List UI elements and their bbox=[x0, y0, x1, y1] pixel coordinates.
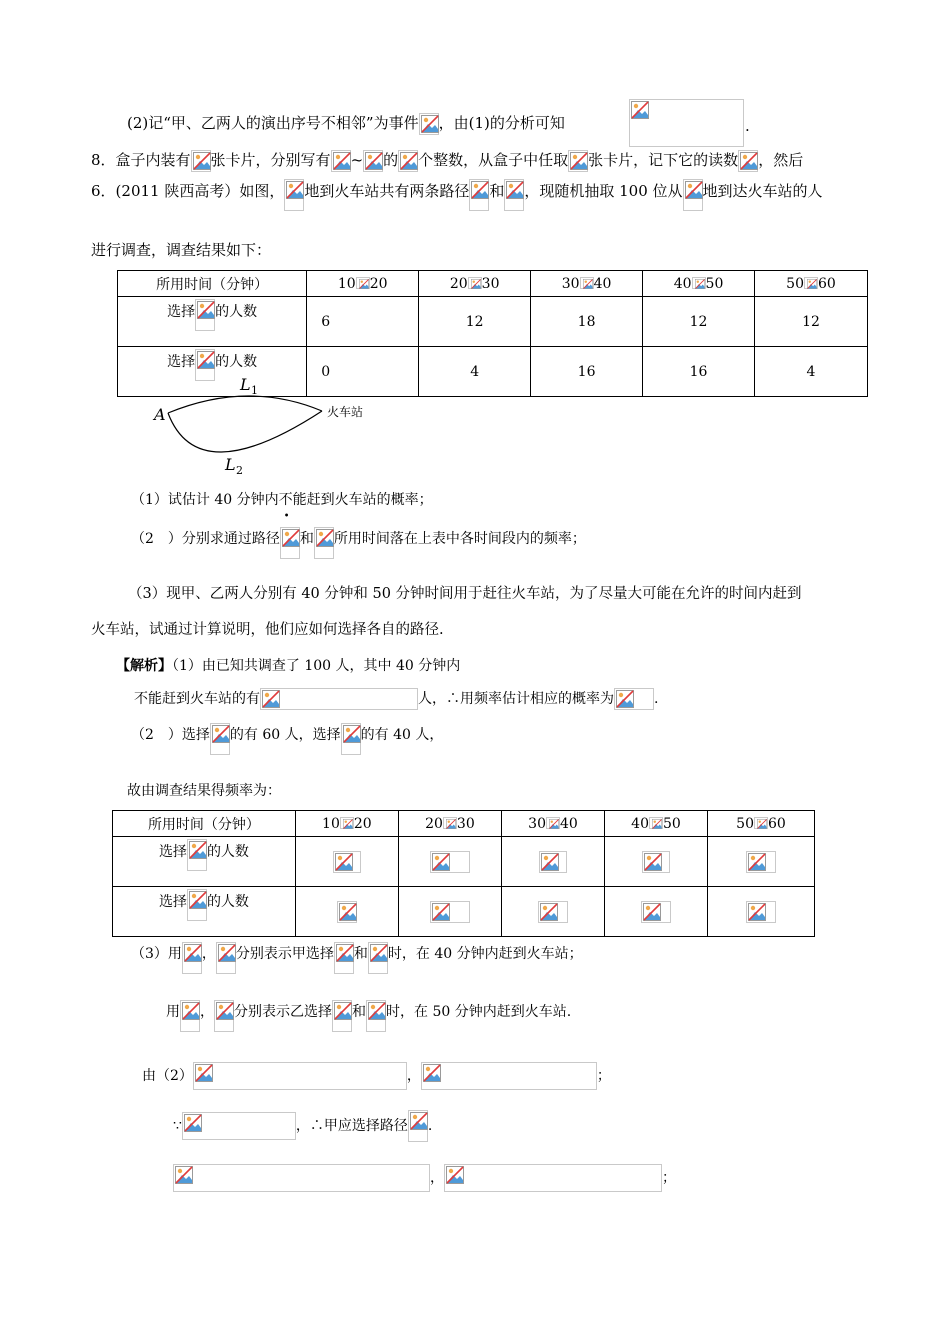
broken-image-icon bbox=[692, 277, 706, 289]
solution-p3-line1: （3）用 ， 分别表示甲选择 和 时，在 40 分钟内赶到火车站； bbox=[131, 944, 583, 974]
table-cell: 12 bbox=[419, 297, 531, 347]
line-p4: 进行调查，调查结果如下： bbox=[91, 241, 272, 259]
solution-p3-line4: ∵ ，∴甲应选择路径 . bbox=[173, 1112, 432, 1142]
l2-subscript: 2 bbox=[236, 464, 243, 477]
row-label: 选择 的人数 bbox=[118, 347, 307, 397]
broken-image-icon bbox=[538, 901, 568, 923]
solution-p3-line3: 由（2） ， ； bbox=[142, 1062, 611, 1090]
question-3-line1: （3）现甲、乙两人分别有 40 分钟和 50 分钟时间用于赶往火车站，为了尽量大可能在允许的时间内赶到 bbox=[128, 586, 802, 602]
broken-image-icon bbox=[340, 817, 354, 829]
broken-image-icon bbox=[332, 1000, 352, 1032]
broken-image-icon bbox=[649, 817, 663, 829]
header-cell: 20 30 bbox=[398, 811, 501, 837]
station-label: 火车站 bbox=[327, 405, 364, 419]
broken-image-icon bbox=[210, 723, 230, 755]
broken-image-icon bbox=[356, 277, 370, 289]
line-p1: (2)记“甲、乙两人的演出序号不相邻”为事件 ，由(1)的分析可知 bbox=[127, 113, 565, 135]
broken-image-icon bbox=[366, 1000, 386, 1032]
broken-image-icon bbox=[504, 179, 524, 211]
table-cell bbox=[398, 837, 501, 887]
broken-image-icon bbox=[284, 179, 304, 211]
route-l2 bbox=[168, 411, 322, 452]
route-l1 bbox=[168, 396, 322, 413]
broken-image-icon bbox=[421, 1062, 597, 1090]
table-cell bbox=[295, 837, 398, 887]
broken-image-icon bbox=[193, 1062, 407, 1090]
broken-image-icon bbox=[539, 851, 567, 873]
frequency-table bbox=[112, 810, 815, 937]
table-cell bbox=[502, 887, 605, 937]
broken-image-icon bbox=[408, 1110, 428, 1142]
solution-p3-line5: ， ； bbox=[173, 1164, 676, 1192]
table-cell bbox=[605, 887, 708, 937]
l2-label: L bbox=[225, 455, 236, 474]
broken-image-icon bbox=[180, 1000, 200, 1032]
table-cell: 4 bbox=[419, 347, 531, 397]
table-cell: 6 bbox=[307, 297, 419, 347]
broken-image-icon bbox=[629, 99, 744, 147]
table-cell: 18 bbox=[531, 297, 643, 347]
solution-line2: 不能赶到火车站的有 人，∴用频率估计相应的概率为 . bbox=[134, 688, 658, 710]
line-p2: 8．盒子内装有 张卡片，分别写有 ~ 的 个整数，从盒子中任取 张卡片，记下它的读数 ，然后 bbox=[91, 150, 803, 172]
broken-image-icon bbox=[642, 851, 670, 873]
broken-image-icon bbox=[334, 942, 354, 974]
header-time: 所用时间（分钟） bbox=[113, 811, 296, 837]
broken-image-icon bbox=[443, 817, 457, 829]
broken-image-icon bbox=[191, 150, 211, 172]
table-cell bbox=[708, 837, 815, 887]
table-row bbox=[113, 887, 815, 937]
broken-image-icon bbox=[738, 150, 758, 172]
header-time: 所用时间（分钟） bbox=[118, 271, 307, 297]
line-p3: 6．(2011 陕西高考）如图， 地到火车站共有两条路径 和 ，现随机抽取 100 位从 地到达火车站的人 bbox=[91, 181, 823, 211]
header-cell: 10 20 bbox=[307, 271, 419, 297]
broken-image-icon bbox=[546, 817, 560, 829]
header-cell: 40 50 bbox=[605, 811, 708, 837]
question-1: （1）试估计 40 分钟内不 • 能赶到火车站的概率； bbox=[131, 492, 433, 522]
broken-image-icon bbox=[363, 150, 383, 172]
broken-image-icon bbox=[683, 179, 703, 211]
table-cell: 4 bbox=[755, 347, 868, 397]
table-cell: 16 bbox=[531, 347, 643, 397]
l1-label: L bbox=[240, 375, 251, 394]
table-row bbox=[118, 297, 868, 347]
table-header-row bbox=[113, 811, 815, 837]
row-label: 选择 的人数 bbox=[113, 837, 296, 887]
broken-image-icon bbox=[214, 1000, 234, 1032]
question-3-line2: 火车站，试通过计算说明，他们应如何选择各自的路径. bbox=[91, 622, 444, 638]
row-label: 选择 的人数 bbox=[113, 887, 296, 937]
broken-image-icon bbox=[641, 901, 671, 923]
route-diagram bbox=[150, 372, 390, 482]
broken-image-icon bbox=[746, 851, 776, 873]
header-cell: 40 50 bbox=[643, 271, 755, 297]
broken-image-icon bbox=[468, 277, 482, 289]
point-a-label: A bbox=[154, 405, 166, 424]
broken-image-icon bbox=[368, 942, 388, 974]
broken-image-icon bbox=[341, 723, 361, 755]
broken-image-icon bbox=[314, 527, 334, 559]
table-cell: 12 bbox=[643, 297, 755, 347]
broken-image-icon bbox=[430, 901, 470, 923]
broken-image-icon bbox=[216, 942, 236, 974]
table-cell bbox=[708, 887, 815, 937]
header-cell: 20 30 bbox=[419, 271, 531, 297]
broken-image-icon bbox=[187, 839, 207, 871]
table-cell bbox=[295, 887, 398, 937]
broken-image-icon bbox=[419, 113, 439, 135]
table-cell bbox=[502, 837, 605, 887]
broken-image-icon bbox=[182, 942, 202, 974]
table-cell: 12 bbox=[755, 297, 868, 347]
header-cell: 10 20 bbox=[295, 811, 398, 837]
broken-image-icon bbox=[333, 851, 361, 873]
table-cell bbox=[605, 837, 708, 887]
l1-subscript: 1 bbox=[251, 384, 258, 397]
broken-image-icon bbox=[173, 1164, 430, 1192]
broken-image-icon bbox=[444, 1164, 662, 1192]
broken-image-icon bbox=[280, 527, 300, 559]
table-cell bbox=[398, 887, 501, 937]
table-cell: 16 bbox=[643, 347, 755, 397]
broken-image-icon bbox=[331, 150, 351, 172]
broken-image-icon bbox=[337, 901, 357, 923]
broken-image-icon bbox=[182, 1112, 296, 1140]
solution-p3-line2: 用 ， 分别表示乙选择 和 时，在 50 分钟内赶到火车站. bbox=[166, 1002, 571, 1032]
header-cell: 50 60 bbox=[708, 811, 815, 837]
broken-image-icon bbox=[430, 851, 470, 873]
table-cell: 0 bbox=[307, 347, 419, 397]
solution-line4: 故由调查结果得频率为： bbox=[127, 783, 281, 799]
broken-image-icon bbox=[746, 901, 776, 923]
broken-image-icon bbox=[804, 277, 818, 289]
broken-image-icon bbox=[568, 150, 588, 172]
row-label: 选择 的人数 bbox=[118, 297, 307, 347]
broken-image-icon bbox=[398, 150, 418, 172]
solution-line1: 【解析】（1）由已知共调查了 100 人，其中 40 分钟内 bbox=[116, 658, 461, 674]
broken-image-icon bbox=[195, 299, 215, 331]
broken-image-icon bbox=[260, 688, 418, 710]
emphasis-dot-text: 不 • bbox=[278, 492, 293, 522]
header-cell: 30 40 bbox=[531, 271, 643, 297]
table-header-row bbox=[118, 271, 868, 297]
broken-image-icon bbox=[614, 688, 654, 710]
header-cell: 50 60 bbox=[755, 271, 868, 297]
period: . bbox=[745, 117, 750, 135]
broken-image-icon bbox=[580, 277, 594, 289]
broken-image-icon bbox=[187, 889, 207, 921]
broken-image-icon bbox=[469, 179, 489, 211]
header-cell: 30 40 bbox=[502, 811, 605, 837]
table-row bbox=[113, 837, 815, 887]
broken-image-icon bbox=[754, 817, 768, 829]
question-2: （2 ）分别求通过路径 和 所用时间落在上表中各时间段内的频率； bbox=[131, 529, 586, 559]
solution-line3: （2 ）选择 的有 60 人，选择 的有 40 人， bbox=[131, 725, 443, 755]
